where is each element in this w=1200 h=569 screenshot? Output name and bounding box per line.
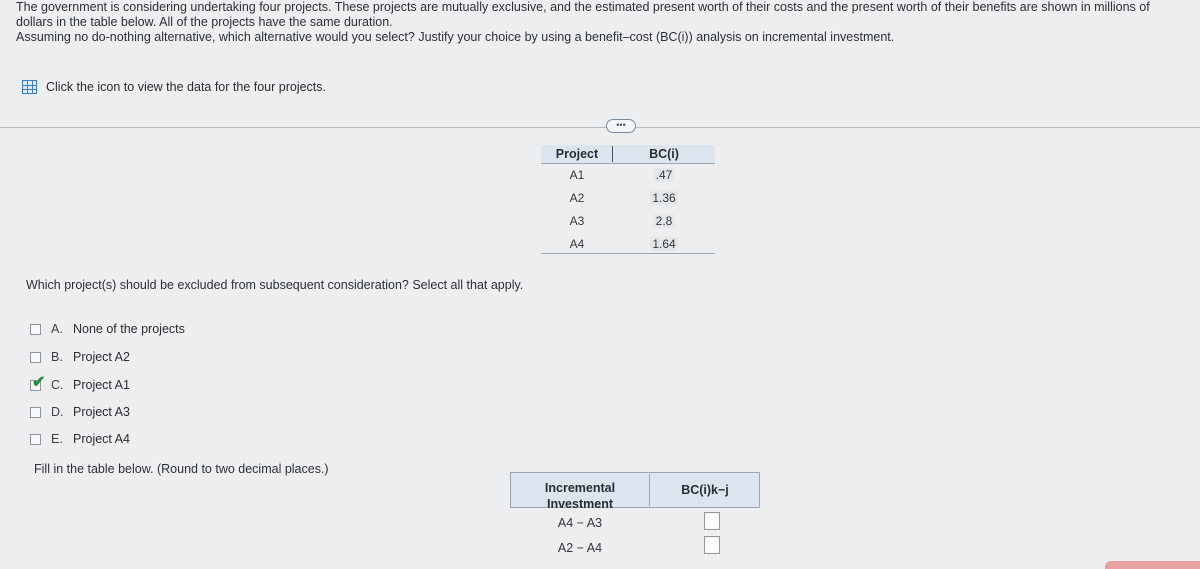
table-cell-project: A2 bbox=[569, 191, 585, 205]
table-cell-bc bbox=[623, 212, 705, 230]
table-cell-project: A4 bbox=[569, 237, 585, 251]
option-letter: E. bbox=[51, 432, 63, 446]
table-row-label: A2 − A4 bbox=[557, 541, 603, 555]
option-c[interactable] bbox=[30, 373, 130, 394]
divider bbox=[0, 127, 1200, 128]
table-cell-project: A1 bbox=[569, 168, 585, 182]
table-cell-bc bbox=[623, 235, 705, 253]
option-letter: C. bbox=[51, 378, 64, 392]
header-bc-incremental: BC(i)k−j bbox=[681, 483, 729, 497]
option-label: Project A4 bbox=[73, 432, 130, 446]
more-button[interactable]: ••• bbox=[606, 119, 636, 133]
option-b[interactable] bbox=[30, 348, 130, 366]
question-line: The government is considering undertaking four projects. These projects are mutually exclusive, and the estimated present worth of their costs and the present worth of their benefits are shown in millions of bbox=[16, 0, 1150, 14]
table-cell-bc bbox=[623, 166, 705, 184]
option-label: Project A3 bbox=[73, 405, 130, 419]
bc-value: 2.8 bbox=[655, 214, 673, 228]
table-cell-project: A3 bbox=[569, 214, 585, 228]
option-letter: A. bbox=[51, 322, 63, 336]
bc-value: 1.64 bbox=[652, 237, 676, 251]
header-incremental bbox=[520, 480, 640, 512]
option-letter: B. bbox=[51, 350, 63, 364]
answer-input[interactable] bbox=[704, 512, 720, 530]
checkmark-icon: ✔ bbox=[32, 373, 46, 391]
header-line: Incremental bbox=[544, 481, 616, 495]
header-line: Investment bbox=[547, 497, 613, 511]
header-project: Project bbox=[555, 147, 599, 161]
bc-value: 1.36 bbox=[652, 191, 676, 205]
table-row-label: A4 − A3 bbox=[557, 516, 603, 530]
answer-input[interactable] bbox=[704, 536, 720, 554]
checkbox[interactable] bbox=[30, 324, 41, 335]
question-line: dollars in the table below. All of the projects have the same duration. bbox=[16, 15, 393, 29]
checkbox-checked[interactable] bbox=[30, 373, 46, 391]
option-label: Project A1 bbox=[73, 378, 130, 392]
bc-value: .47 bbox=[655, 168, 673, 182]
table-grid-icon[interactable] bbox=[22, 80, 37, 94]
exclusion-question: Which project(s) should be excluded from subsequent consideration? Select all that apply. bbox=[26, 278, 524, 292]
option-d[interactable] bbox=[30, 403, 130, 421]
corner-tab bbox=[1105, 561, 1200, 569]
checkbox[interactable] bbox=[30, 352, 41, 363]
option-a[interactable] bbox=[30, 320, 185, 338]
option-label: Project A2 bbox=[73, 350, 130, 364]
fill-prompt: Fill in the table below. (Round to two decimal places.) bbox=[34, 462, 329, 476]
checkbox[interactable] bbox=[30, 434, 41, 445]
column-separator bbox=[649, 474, 650, 506]
option-letter: D. bbox=[51, 405, 64, 419]
checkbox[interactable] bbox=[30, 407, 41, 418]
table-cell-bc bbox=[623, 189, 705, 207]
question-line: Assuming no do-nothing alternative, which alternative would you select? Justify your choice by using a benefit–cost (BC(i)) analysis on incremental investment. bbox=[16, 30, 895, 44]
option-label: None of the projects bbox=[73, 322, 185, 336]
data-link[interactable] bbox=[22, 80, 326, 94]
question-text bbox=[16, 0, 1196, 45]
header-bc: BC(i) bbox=[649, 147, 679, 161]
table-bottom-rule bbox=[541, 253, 715, 254]
data-link-label: Click the icon to view the data for the four projects. bbox=[46, 80, 326, 94]
option-e[interactable] bbox=[30, 430, 130, 448]
